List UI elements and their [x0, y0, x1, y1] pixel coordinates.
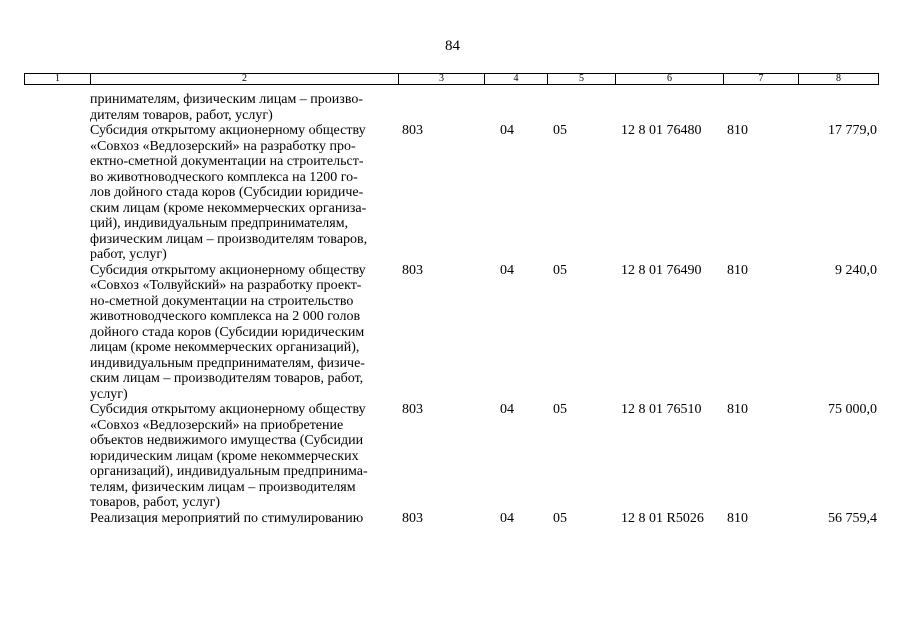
description-line: «Совхоз «Ведлозерский» на разработку про- [90, 138, 356, 154]
description-line: юридическим лицам (кроме некоммерческих [90, 448, 359, 464]
page-number: 84 [445, 38, 460, 54]
description-line: ским лицам – производителям товаров, работ, [90, 371, 364, 386]
description-line: Субсидия открытому акционерному обществу [90, 123, 366, 138]
target-article-code: 12 8 01 76490 [621, 262, 702, 278]
description-line: дителям товаров, работ, услуг) [90, 107, 273, 123]
subsection-code: 05 [553, 262, 567, 278]
amount [798, 92, 879, 123]
expense-type-code [723, 92, 798, 123]
description-line: телям, физическим лицам – производителям [90, 479, 356, 495]
section-code: 04 [500, 262, 514, 278]
description-line: товаров, работ, услуг) [90, 495, 221, 510]
header-col-8: 8 [836, 73, 841, 84]
subsection-code: 05 [553, 402, 567, 417]
ministry-code: 803 [402, 262, 423, 278]
amount: 17 779,0 [828, 123, 877, 138]
subsection-code [547, 92, 615, 123]
description-line: животноводческого комплекса на 2 000 голов [90, 309, 361, 324]
expense-type-code: 810 [727, 262, 748, 278]
amount: 75 000,0 [828, 402, 877, 417]
header-col-2: 2 [91, 74, 399, 84]
ministry-code: 803 [402, 402, 423, 417]
description-line: лов дойного стада коров (Субсидии юридиче- [90, 185, 364, 200]
description-line: индивидуальным предпринимателям, физиче- [90, 355, 365, 371]
target-article-code: 12 8 01 R5026 [621, 510, 704, 526]
subsection-code: 05 [553, 510, 567, 526]
table-row [24, 92, 879, 123]
row-description [24, 263, 398, 403]
table-row [24, 511, 879, 527]
table-row [24, 123, 879, 263]
section-code: 04 [500, 510, 514, 526]
description-line: Реализация мероприятий по стимулированию [90, 510, 364, 526]
description-line: принимателям, физическим лицам – произво- [90, 92, 363, 107]
description-line: ций), индивидуальным предпринимателям, [90, 216, 349, 231]
expense-type-code: 810 [727, 402, 748, 417]
header-col-3: 3 [399, 74, 485, 84]
table-header [24, 73, 879, 85]
table-row [24, 263, 879, 403]
expense-type-code: 810 [727, 123, 748, 138]
description-line: ским лицам (кроме некоммерческих организа- [90, 200, 367, 216]
amount: 56 759,4 [828, 510, 877, 526]
description-line: «Совхоз «Толвуйский» на разработку проект- [90, 278, 362, 293]
description-line: объектов недвижимого имущества (Субсидии [90, 433, 364, 448]
target-article-code: 12 8 01 76480 [621, 123, 702, 138]
description-line: физическим лицам – производителям товаров, [90, 231, 368, 247]
target-article-code: 12 8 01 76510 [621, 402, 702, 417]
header-col-4: 4 [485, 74, 548, 84]
description-line: Субсидия открытому акционерному обществу [90, 402, 366, 417]
expense-type-code: 810 [727, 510, 748, 526]
description-line: но-сметной документации на строительство [90, 293, 354, 309]
header-col-5: 5 [548, 74, 616, 84]
section-code: 04 [500, 402, 514, 417]
description-line: «Совхоз «Ведлозерский» на приобретение [90, 417, 344, 433]
description-line: ектно-сметной документации на строительст- [90, 154, 364, 169]
table-row [24, 402, 879, 511]
ministry-code [398, 92, 484, 123]
row-description [24, 402, 398, 511]
section-code: 04 [500, 123, 514, 138]
target-article-code [615, 92, 723, 123]
subsection-code: 05 [553, 123, 567, 138]
row-description [24, 123, 398, 263]
ministry-code: 803 [402, 123, 423, 138]
header-col-1: 1 [25, 74, 91, 84]
amount: 9 240,0 [835, 262, 877, 278]
description-line: услуг) [90, 386, 128, 402]
description-line: организаций), индивидуальным предпринима- [90, 464, 368, 479]
table-body [24, 92, 879, 526]
description-line: Субсидия открытому акционерному обществу [90, 262, 366, 278]
header-col-7: 7 [724, 74, 799, 84]
description-line: во животноводческого комплекса на 1200 го- [90, 169, 358, 185]
row-description [24, 92, 398, 123]
description-line: лицам (кроме некоммерческих организаций), [90, 340, 360, 355]
section-code [484, 92, 547, 123]
description-line: дойного стада коров (Субсидии юридическим [90, 324, 365, 340]
ministry-code: 803 [402, 510, 423, 526]
header-col-6: 6 [616, 74, 724, 84]
row-description [24, 511, 398, 527]
description-line: работ, услуг) [90, 247, 167, 262]
